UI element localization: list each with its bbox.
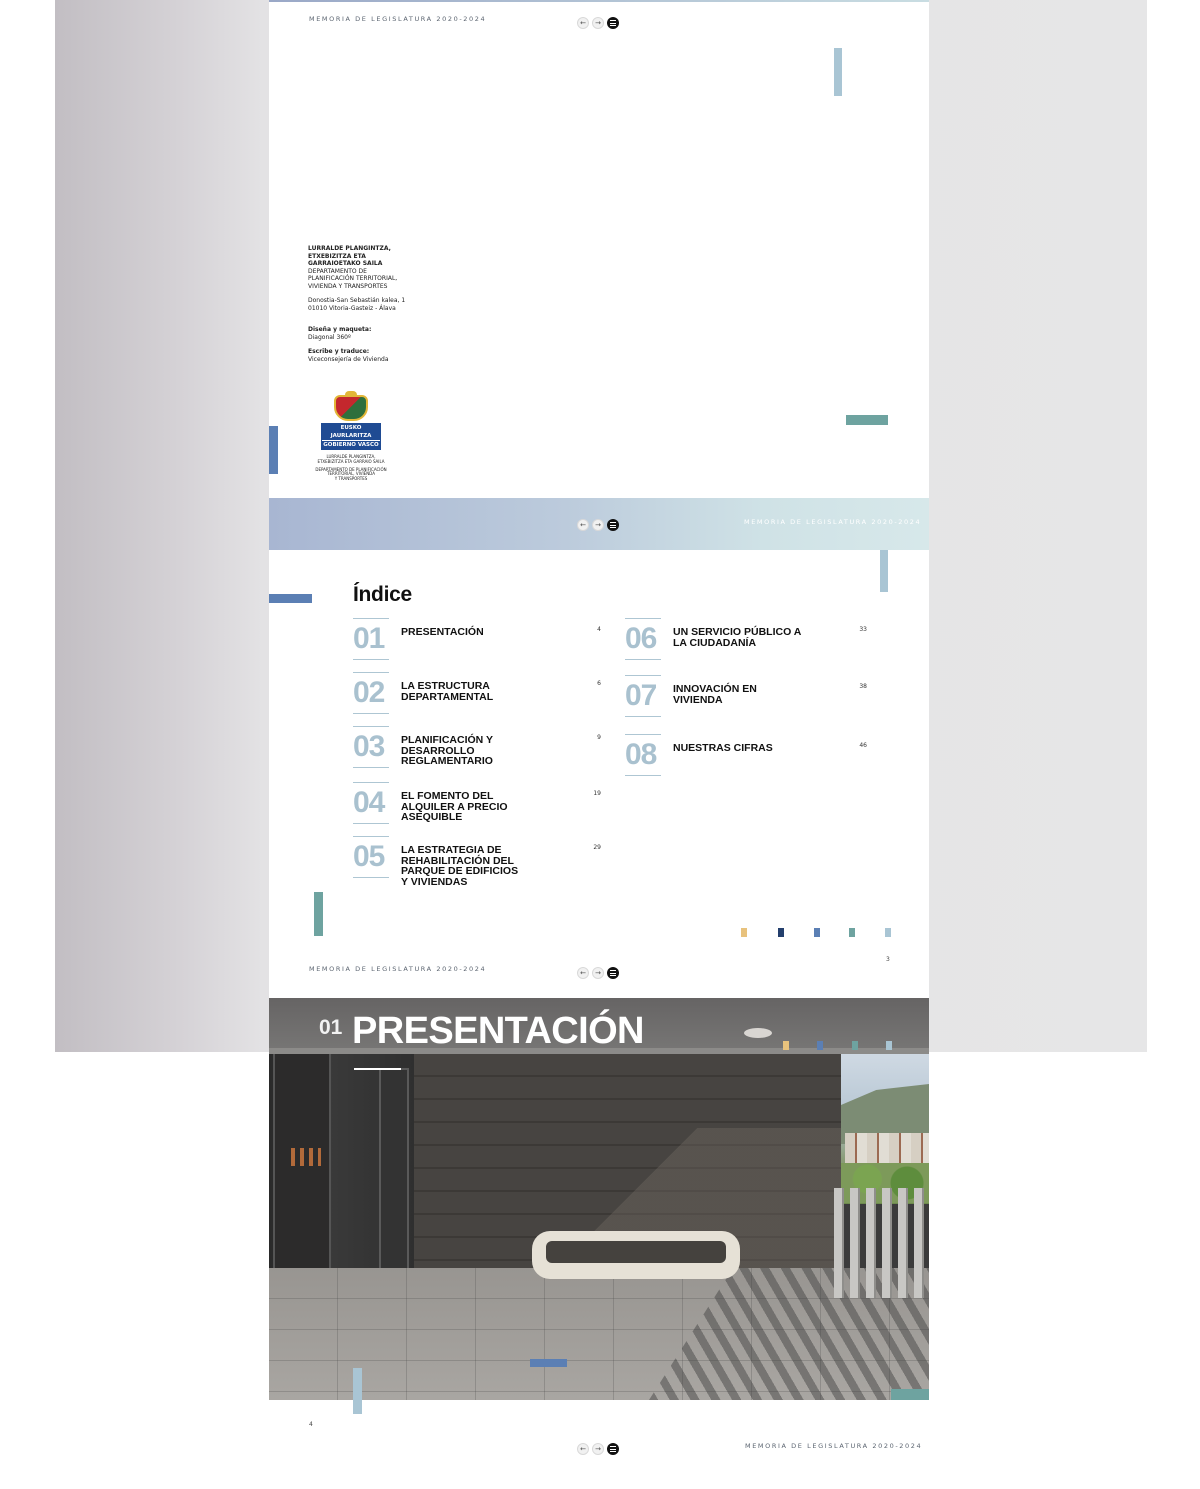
- logo-caption-line: ETXEBIZITZA ETA GARRAIO SAILA: [317, 458, 385, 464]
- dept-es-line: DEPARTAMENTO DE: [308, 267, 367, 275]
- logo-line-eu: EUSKO JAURLARITZA: [330, 425, 372, 439]
- next-arrow-icon[interactable]: →: [592, 519, 604, 531]
- entry-page: 19: [593, 790, 601, 797]
- page-number: 3: [886, 956, 890, 963]
- logo-caption-line: LURRALDE PLANGINTZA,: [326, 454, 376, 459]
- page-nav: [577, 519, 619, 531]
- decor-bar: [314, 892, 323, 936]
- decor-square: [778, 928, 784, 937]
- decor-bar: [891, 1389, 929, 1400]
- entry-title: LA ESTRATEGIA DE REHABILITACIÓN DEL PARQUE DE EDIFICIOS Y VIVIENDAS: [401, 844, 519, 888]
- logo-caption-line: Y TRANSPORTES: [334, 476, 368, 482]
- decor-square: [814, 928, 820, 937]
- index-entry[interactable]: [353, 672, 601, 722]
- prev-arrow-icon[interactable]: ←: [577, 967, 589, 979]
- page-nav: [577, 967, 619, 979]
- logo-caption: [315, 455, 387, 482]
- entry-title: PRESENTACIÓN: [401, 626, 484, 638]
- running-title: MEMORIA DE LEGISLATURA 2020-2024: [745, 1442, 923, 1450]
- design-value: Diagonal 360º: [308, 333, 351, 341]
- gobierno-vasco-logo: [315, 395, 387, 482]
- decor-square: [741, 928, 747, 937]
- entry-title: EL FOMENTO DEL ALQUILER A PRECIO ASEQUIBLE: [401, 790, 508, 823]
- menu-icon[interactable]: [607, 967, 619, 979]
- entry-number: 03: [353, 726, 389, 768]
- writer-label: Escribe y traduce:: [308, 348, 370, 355]
- entry-number: 08: [625, 734, 661, 776]
- entry-number: 07: [625, 675, 661, 717]
- page-number: 4: [309, 1421, 313, 1428]
- top-gradient-line: [269, 0, 929, 2]
- entry-page: 9: [597, 734, 601, 741]
- dept-es-line: VIVIENDA Y TRANSPORTES: [308, 282, 388, 290]
- running-title: MEMORIA DE LEGISLATURA 2020-2024: [744, 518, 922, 526]
- decor-bar: [530, 1359, 567, 1367]
- next-arrow-icon[interactable]: →: [592, 1443, 604, 1455]
- menu-icon[interactable]: [607, 1443, 619, 1455]
- dept-es-line: PLANIFICACIÓN TERRITORIAL,: [308, 275, 398, 282]
- menu-icon[interactable]: [607, 17, 619, 29]
- entry-number: 06: [625, 618, 661, 660]
- index-entry[interactable]: [353, 726, 601, 776]
- index-entry[interactable]: [353, 618, 601, 668]
- dept-eu-line: GARRAIOETAKO SAILA: [308, 260, 383, 267]
- entry-title: INNOVACIÓN EN VIVIENDA: [673, 683, 757, 706]
- decor-square: [852, 1041, 858, 1050]
- decor-bar: [834, 48, 842, 96]
- photo-door-stripe: [291, 1148, 321, 1166]
- entry-number: 04: [353, 782, 389, 824]
- building-entrance-photo: [269, 998, 929, 1400]
- entry-title: UN SERVICIO PÚBLICO A LA CIUDADANÍA: [673, 626, 801, 649]
- credits-page: [269, 0, 929, 498]
- dept-eu-line: LURRALDE PLANGINTZA,: [308, 245, 391, 252]
- page-nav: [577, 17, 619, 29]
- logo-wordmark: [321, 423, 381, 450]
- chapter-number: 01: [319, 1016, 343, 1039]
- entry-page: 29: [593, 844, 601, 851]
- dept-eu-line: ETXEBIZITZA ETA: [308, 252, 366, 260]
- decor-square: [885, 928, 891, 937]
- presentacion-page: [269, 998, 929, 1489]
- design-label: Diseña y maqueta:: [308, 326, 372, 333]
- prev-arrow-icon[interactable]: ←: [577, 519, 589, 531]
- logo-caption-line: DEPARTAMENTO DE PLANIFICACIÓN: [315, 466, 387, 472]
- entry-number: 01: [353, 618, 389, 660]
- prev-arrow-icon[interactable]: ←: [577, 1443, 589, 1455]
- writer-value: Viceconsejería de Vivienda: [308, 355, 389, 363]
- address-line: Donostia-San Sebastián kalea, 1: [308, 297, 406, 304]
- index-entry[interactable]: [625, 618, 867, 668]
- index-entry[interactable]: [353, 836, 601, 886]
- index-entry[interactable]: [353, 782, 601, 832]
- index-title: Índice: [353, 583, 412, 606]
- entry-title: NUESTRAS CIFRAS: [673, 742, 773, 754]
- entry-page: 33: [859, 626, 867, 633]
- decor-square: [886, 1041, 892, 1050]
- decor-bar: [269, 594, 312, 603]
- index-entry[interactable]: [625, 734, 867, 784]
- index-page: [269, 498, 929, 998]
- entry-page: 6: [597, 680, 601, 687]
- running-title: MEMORIA DE LEGISLATURA 2020-2024: [309, 15, 487, 23]
- decor-square: [849, 928, 855, 937]
- photo-railing: [834, 1188, 929, 1298]
- credits-block: [308, 245, 458, 363]
- decor-bar: [880, 550, 888, 592]
- logo-line-es: GOBIERNO VASCO: [323, 442, 379, 448]
- decor-bar: [269, 426, 278, 474]
- prev-arrow-icon[interactable]: ←: [577, 17, 589, 29]
- photo-ceiling-lamp: [744, 1028, 772, 1038]
- decor-square: [817, 1041, 823, 1050]
- entry-number: 02: [353, 672, 389, 714]
- title-rule: [354, 1068, 401, 1070]
- entry-page: 46: [859, 742, 867, 749]
- next-arrow-icon[interactable]: →: [592, 17, 604, 29]
- chapter-title: PRESENTACIÓN: [352, 1010, 644, 1052]
- entry-title: PLANIFICACIÓN Y DESARROLLO REGLAMENTARIO: [401, 734, 493, 767]
- decor-square: [783, 1041, 789, 1050]
- page-nav: [577, 1443, 619, 1455]
- photo-bench-hole: [546, 1241, 726, 1263]
- decor-bar: [353, 1368, 362, 1414]
- coat-of-arms-icon: [334, 395, 368, 421]
- entry-title: LA ESTRUCTURA DEPARTAMENTAL: [401, 680, 494, 703]
- decor-bar: [846, 415, 888, 425]
- logo-caption-line: TERRITORIAL, VIVIENDA: [327, 471, 375, 477]
- entry-page: 4: [597, 626, 601, 633]
- menu-icon[interactable]: [607, 519, 619, 531]
- address-line: 01010 Vitoria-Gasteiz - Álava: [308, 304, 396, 312]
- running-title: MEMORIA DE LEGISLATURA 2020-2024: [309, 965, 487, 973]
- entry-number: 05: [353, 836, 389, 878]
- entry-page: 38: [859, 683, 867, 690]
- index-entry[interactable]: [625, 675, 867, 725]
- next-arrow-icon[interactable]: →: [592, 967, 604, 979]
